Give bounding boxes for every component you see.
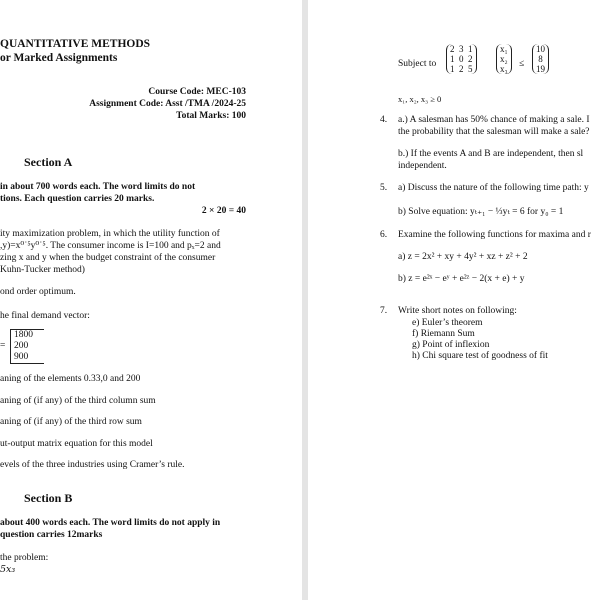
question-1-line3: zing x and y when the budget constraint of the consumer (0, 253, 216, 263)
leq-sign: ≤ (519, 59, 525, 69)
list-item: e) Euler’s theorem (412, 318, 483, 328)
rhs-vector: 10 8 19 (532, 44, 549, 74)
assignment-code: Assignment Code: Asst /TMA /2024-25 (89, 99, 246, 109)
document-title: QUANTITATIVE METHODS (0, 38, 151, 50)
question-6b: b) z = e²ˣ − eʸ + e²ᶻ − 2(x + e) + y (398, 274, 525, 284)
question-3-expression: 5x₃ (0, 564, 16, 575)
demand-value: 900 (14, 352, 29, 362)
equals-sign: = (0, 341, 6, 351)
question-3-intro: the problem: (0, 553, 49, 563)
question-2-part-a: aning of the elements 0.33,0 and 200 (0, 374, 141, 384)
question-7-number: 7. (380, 306, 388, 316)
question-1-line2: ,y)=x⁰˙⁵y⁰˙⁵. The consumer income is I=100 and pₓ=2 and (0, 241, 221, 251)
question-4b-line2: independent. (398, 161, 447, 171)
question-6-intro: Examine the following functions for maxima and r (398, 230, 591, 240)
question-1-line4: Kuhn-Tucker method) (0, 265, 85, 275)
list-item: h) Chi square test of goodness of fit (412, 351, 548, 361)
section-a-marks: 2 × 20 = 40 (201, 206, 246, 216)
question-2-part-d: ut-output matrix equation for this model (0, 439, 153, 449)
list-item: g) Point of inflexion (412, 340, 490, 350)
final-demand-vector (10, 329, 44, 364)
non-negativity-constraint: x₁, x₂, x₃ ≥ 0 (398, 94, 442, 104)
question-5-number: 5. (380, 183, 388, 193)
question-4-number: 4. (380, 115, 388, 125)
subject-to-label: Subject to (398, 59, 437, 69)
document-page-right (308, 0, 600, 600)
question-2-part-b: aning of (if any) of the third column sum (0, 396, 156, 406)
question-4a-line2: the probability that the salesman will make a sale? (398, 127, 590, 137)
question-4b-line1: b.) If the events A and B are independent, then sl (398, 149, 584, 159)
section-b-heading: Section B (24, 491, 73, 505)
section-b-instructions-line2: question carries 12marks (0, 530, 103, 540)
question-2-intro: he final demand vector: (0, 311, 90, 321)
matrix-row: 1 0 2 (450, 54, 473, 64)
question-5a: a) Discuss the nature of the following time path: y (398, 183, 589, 193)
list-item: f) Riemann Sum (412, 329, 475, 339)
question-1-line1: ity maximization problem, in which the utility function of (0, 229, 220, 239)
section-b-instructions-line1: about 400 words each. The word limits do not apply in (0, 518, 221, 528)
question-4a-line1: a.) A salesman has 50% chance of making a sale. I (398, 115, 590, 125)
demand-value: 200 (14, 341, 29, 351)
section-a-instructions-line2: tions. Each question carries 20 marks. (0, 194, 155, 204)
question-2-part-e: evels of the three industries using Cramer’s rule. (0, 460, 185, 470)
question-7-intro: Write short notes on following: (398, 306, 517, 316)
question-6a: a) z = 2x² + xy + 4y² + xz + z² + 2 (398, 252, 528, 262)
section-a-instructions-line1: in about 700 words each. The word limits do not (0, 182, 196, 192)
section-a-heading: Section A (24, 155, 73, 169)
total-marks: Total Marks: 100 (176, 111, 246, 121)
demand-value: 1800 (14, 330, 33, 340)
matrix-row: 1 2 5 (450, 64, 473, 74)
course-code: Course Code: MEC-103 (148, 87, 246, 97)
question-6-number: 6. (380, 230, 388, 240)
variable-vector: x₁ x₂ x₃ (496, 44, 512, 74)
question-1-part: ond order optimum. (0, 287, 76, 297)
coefficient-matrix (446, 44, 477, 74)
document-subtitle: or Marked Assignments (0, 52, 118, 64)
question-5b: b) Solve equation: yₜ₊₁ − ⅓yₜ = 6 for y₀ = 1 (398, 207, 564, 217)
matrix-row: 2 3 1 (450, 44, 473, 54)
question-2-part-c: aning of (if any) of the third row sum (0, 417, 142, 427)
